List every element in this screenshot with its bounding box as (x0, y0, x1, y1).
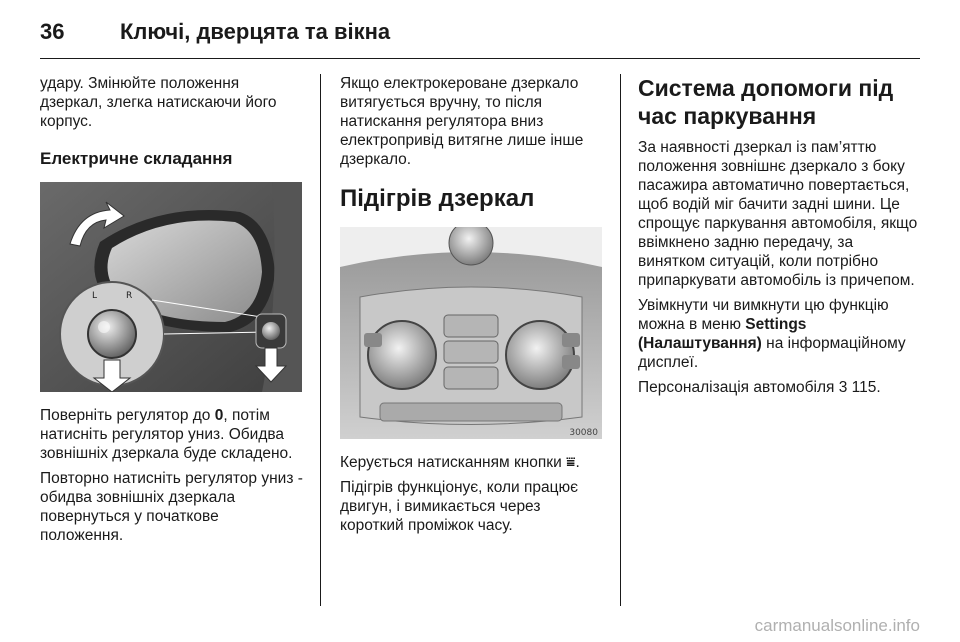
column-2 (340, 74, 608, 541)
col2-intro: Якщо електрокероване дзеркало витягується вручну, то після натискання регулятора вниз електропривід витягне лише інше дзеркало. (340, 75, 584, 168)
column-3 (638, 74, 918, 403)
column-divider-1 (320, 74, 321, 606)
column-divider-2 (620, 74, 621, 606)
mirror-folding-illustration (40, 182, 302, 392)
section-heading-heated-mirrors: Підігрів дзеркал (340, 185, 535, 212)
section-heading-folding: Електричне складання (40, 149, 233, 168)
settings-menu-label: Settings (Налаштування) (638, 316, 807, 352)
col1-intro: удару. Змінюйте положення дзеркал, злегка натискаючи його корпус. (40, 75, 277, 130)
col3-para1: За наявності дзеркал із пам’яттю положення зовнішнє дзеркало з боку пасажира автоматично повертається, щоб водій міг бачити задні шини. Це спрощує паркування автомобіля, якщо ввімкнено задню передачу, за винятком ситуацій, коли потрібно припаркувати автомобіль із причепом. (638, 139, 918, 289)
col3-para2: Увімкнути чи вимкнути цю функцію можна в меню Settings (Налаштування) на інформаційному дисплеї. (638, 297, 906, 371)
svg-text:L: L (92, 291, 98, 301)
page-header (40, 14, 390, 50)
chapter-title: Ключі, дверцята та вікна (120, 19, 391, 44)
svg-text:R: R (126, 291, 133, 301)
watermark: carmanualsonline.info (754, 616, 920, 635)
col2-para2: Підігрів функціонує, коли працює двигун, і вимикається через короткий проміжок часу. (340, 479, 579, 534)
column-1 (40, 74, 305, 551)
position-zero-label: 0 (214, 407, 224, 424)
col3-para3: Персоналізація автомобіля 3 115. (638, 379, 881, 396)
col1-para1: Поверніть регулятор до 0, потім натисніть регулятор униз. Обидва зовнішніх дзеркала буде складено. (40, 407, 293, 462)
page-number: 36 (40, 19, 65, 44)
control-panel-illustration (340, 227, 602, 439)
col1-para2: Повторно натисніть регулятор униз - обидва зовнішніх дзеркала повернуться у початкове положення. (40, 470, 303, 544)
col2-para1: Керується натисканням кнопки ⩸. (340, 454, 580, 471)
figure-code: 30080 (569, 428, 598, 438)
heated-mirror-icon: ⩸ (566, 454, 576, 471)
header-rule (40, 58, 920, 59)
section-heading-parking-assist: Система допомоги під час паркування (638, 75, 894, 129)
page-reference-icon: 3 (838, 379, 848, 396)
